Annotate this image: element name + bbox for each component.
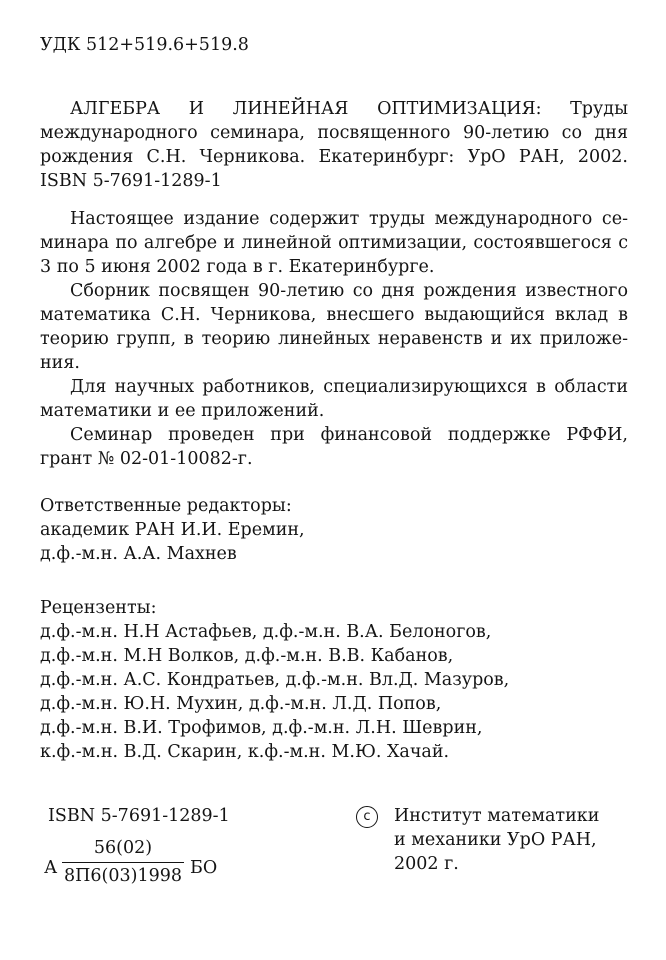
title-line: АЛГЕБРА И ЛИНЕЙНАЯ ОПТИМИЗАЦИЯ: Труды (70, 99, 628, 119)
classification-fraction (62, 836, 184, 888)
reviewer-line: д.ф.-м.н. Н.Н Астафьев, д.ф.-м.н. В.А. Белоногов, (40, 622, 492, 642)
annotation-line: Сборник посвящен 90-летию со дня рождения известного (70, 281, 628, 301)
title-line: международного семинара, посвященного 90-летию со дня (40, 123, 628, 143)
copyright-line: и механики УрО РАН, (394, 830, 597, 850)
classification-numerator: 56(02) (93, 838, 153, 858)
classification-prefix: А (44, 858, 58, 878)
udc-code: УДК 512+519.6+519.8 (40, 35, 249, 55)
copyright-line: Институт математики (394, 806, 600, 826)
classification-denominator: 8П6(03)1998 (64, 866, 182, 886)
bibliographic-description (40, 97, 628, 193)
annotation-line: 3 по 5 июня 2002 года в г. Екатеринбурге. (40, 257, 435, 277)
reviewer-line: д.ф.-м.н. В.И. Трофимов, д.ф.-м.н. Л.Н. Шеврин, (40, 718, 483, 738)
annotation-line: математика С.Н. Черникова, внесшего выдающийся вклад в (40, 305, 628, 325)
responsible-editors (40, 494, 628, 566)
reviewer-line: д.ф.-м.н. М.Н Волков, д.ф.-м.н. В.В. Кабанов, (40, 646, 454, 666)
title-isbn-line: ISBN 5-7691-1289-1 (40, 171, 222, 191)
library-classification-code (44, 836, 218, 892)
reviewer-line: д.ф.-м.н. Ю.Н. Мухин, д.ф.-м.н. Л.Д. Попов, (40, 694, 442, 714)
copyright-notice (356, 804, 636, 876)
annotation-line: ния. (40, 353, 80, 373)
fraction-bar (62, 862, 184, 863)
title-line: рождения С.Н. Черникова. Екатеринбург: УрО РАН, 2002. (40, 147, 628, 167)
annotation-line: минара по алгебре и линейной оптимизации, состоявшегося с (40, 233, 628, 253)
reviewers (40, 596, 628, 764)
isbn: ISBN 5-7691-1289-1 (48, 806, 230, 826)
copyright-line: 2002 г. (394, 854, 459, 874)
annotation-line: грант № 02-01-10082-г. (40, 449, 253, 469)
annotation-line: Настоящее издание содержит труды международного се- (70, 209, 628, 229)
reviewers-heading: Рецензенты: (40, 598, 157, 618)
annotation-line: теорию групп, в теорию линейных неравенств и их приложе- (40, 329, 628, 349)
copyright-icon: c (356, 806, 378, 828)
editor-line: академик РАН И.И. Еремин, (40, 520, 305, 540)
annotation-line: Семинар проведен при финансовой поддержке РФФИ, (70, 425, 628, 445)
editor-line: д.ф.-м.н. А.А. Махнев (40, 544, 237, 564)
reviewer-line: к.ф.-м.н. В.Д. Скарин, к.ф.-м.н. М.Ю. Хачай. (40, 742, 450, 762)
annotation-line: математики и ее приложений. (40, 401, 325, 421)
annotation-line: Для научных работников, специализирующихся в области (70, 377, 628, 397)
reviewer-line: д.ф.-м.н. А.С. Кондратьев, д.ф.-м.н. Вл.Д. Мазуров, (40, 670, 510, 690)
editors-heading: Ответственные редакторы: (40, 496, 292, 516)
annotation (40, 207, 628, 471)
classification-suffix: БО (190, 858, 218, 878)
